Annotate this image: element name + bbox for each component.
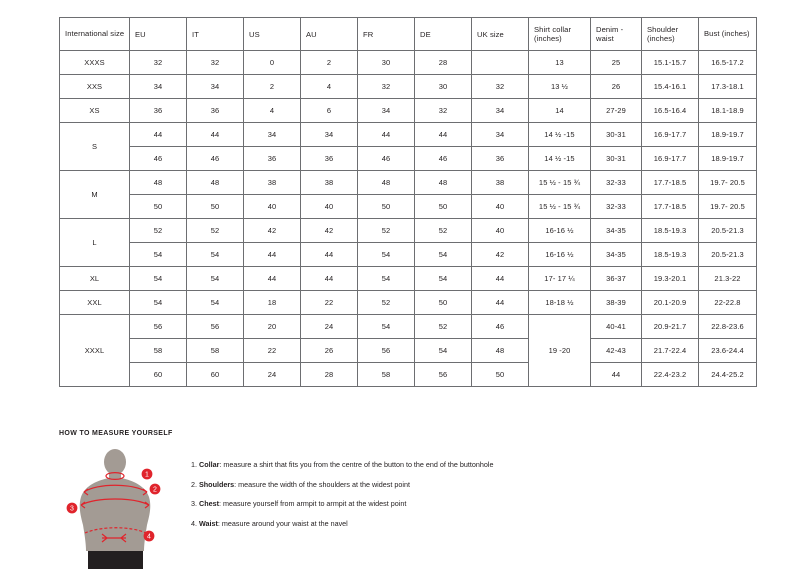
column-header-shoulder: Shoulder (inches) [642, 18, 699, 51]
cell-shoulder: 22.4-23.2 [642, 363, 699, 387]
cell-au: 40 [301, 195, 358, 219]
cell-us: 36 [244, 147, 301, 171]
cell-fr: 44 [358, 123, 415, 147]
cell-eu: 54 [130, 267, 187, 291]
cell-us: 38 [244, 171, 301, 195]
column-header-bust: Bust (inches) [699, 18, 757, 51]
measure-body [59, 445, 759, 565]
cell-au: 28 [301, 363, 358, 387]
cell-collar: 14 ½ -15 [529, 147, 591, 171]
table-row [60, 315, 757, 339]
cell-it: 54 [187, 267, 244, 291]
cell-denim: 30-31 [591, 147, 642, 171]
table-header [60, 18, 757, 51]
cell-fr: 54 [358, 315, 415, 339]
cell-fr: 32 [358, 75, 415, 99]
cell-fr: 30 [358, 51, 415, 75]
cell-shoulder: 17.7-18.5 [642, 195, 699, 219]
cell-uk: 42 [472, 243, 529, 267]
cell-de: 46 [415, 147, 472, 171]
cell-fr: 56 [358, 339, 415, 363]
cell-collar: 13 [529, 51, 591, 75]
cell-collar: 16-16 ½ [529, 219, 591, 243]
column-header-eu: EU [130, 18, 187, 51]
cell-us: 18 [244, 291, 301, 315]
cell-uk: 38 [472, 171, 529, 195]
table-row [60, 291, 757, 315]
cell-international-size: XXS [60, 75, 130, 99]
cell-de: 54 [415, 267, 472, 291]
cell-us: 44 [244, 267, 301, 291]
table-row [60, 99, 757, 123]
cell-eu: 50 [130, 195, 187, 219]
cell-au: 26 [301, 339, 358, 363]
cell-denim: 34-35 [591, 243, 642, 267]
cell-de: 44 [415, 123, 472, 147]
cell-uk: 34 [472, 123, 529, 147]
cell-it: 60 [187, 363, 244, 387]
instruction-item [191, 481, 493, 488]
cell-international-size: XXXS [60, 51, 130, 75]
cell-fr: 54 [358, 243, 415, 267]
cell-denim: 30-31 [591, 123, 642, 147]
instruction-number: 1. [191, 460, 197, 469]
cell-denim: 42-43 [591, 339, 642, 363]
torso-diagram [59, 445, 179, 565]
cell-collar: 15 ½ - 15 ¾ [529, 195, 591, 219]
cell-collar: 15 ½ - 15 ¾ [529, 171, 591, 195]
cell-uk: 50 [472, 363, 529, 387]
cell-au: 44 [301, 243, 358, 267]
table-row [60, 243, 757, 267]
cell-denim: 34-35 [591, 219, 642, 243]
cell-de: 48 [415, 171, 472, 195]
instruction-number: 3. [191, 499, 197, 509]
cell-eu: 48 [130, 171, 187, 195]
table-row [60, 219, 757, 243]
cell-shoulder: 18.5-19.3 [642, 219, 699, 243]
cell-denim: 38-39 [591, 291, 642, 315]
cell-it: 32 [187, 51, 244, 75]
cell-shoulder: 18.5-19.3 [642, 243, 699, 267]
cell-us: 42 [244, 219, 301, 243]
cell-bust: 16.5-17.2 [699, 51, 757, 75]
cell-denim: 25 [591, 51, 642, 75]
cell-fr: 54 [358, 267, 415, 291]
cell-eu: 52 [130, 219, 187, 243]
cell-it: 46 [187, 147, 244, 171]
column-header-uk-size: UK size [472, 18, 529, 51]
cell-au: 38 [301, 171, 358, 195]
cell-shoulder: 16.9-17.7 [642, 123, 699, 147]
instruction-item [191, 500, 493, 507]
instruction-number: 4. [191, 519, 197, 529]
column-header-shirt-collar: Shirt collar (inches) [529, 18, 591, 51]
cell-fr: 58 [358, 363, 415, 387]
cell-bust: 19.7- 20.5 [699, 195, 757, 219]
instruction-text: : measure a shirt that fits you from the centre of the button to the end of the buttonhole [219, 460, 494, 469]
cell-collar: 18-18 ½ [529, 291, 591, 315]
cell-bust: 22.8-23.6 [699, 315, 757, 339]
cell-it: 52 [187, 219, 244, 243]
cell-denim: 40-41 [591, 315, 642, 339]
cell-us: 34 [244, 123, 301, 147]
table-row [60, 75, 757, 99]
cell-us: 40 [244, 195, 301, 219]
instruction-text: : measure the width of the shoulders at the widest point [234, 479, 410, 489]
cell-it: 36 [187, 99, 244, 123]
column-header-fr: FR [358, 18, 415, 51]
cell-eu: 54 [130, 243, 187, 267]
instruction-text: : measure yourself from armpit to armpit at the widest point [218, 499, 407, 509]
cell-eu: 36 [130, 99, 187, 123]
cell-shoulder: 21.7-22.4 [642, 339, 699, 363]
cell-au: 24 [301, 315, 358, 339]
instruction-label: Collar [199, 460, 220, 469]
cell-bust: 24.4-25.2 [699, 363, 757, 387]
instruction-label: Shoulders [199, 479, 235, 489]
cell-au: 44 [301, 267, 358, 291]
table-row [60, 123, 757, 147]
cell-shoulder: 15.1-15.7 [642, 51, 699, 75]
cell-denim: 26 [591, 75, 642, 99]
cell-bust: 19.7- 20.5 [699, 171, 757, 195]
measure-instructions-list [191, 445, 493, 540]
cell-bust: 22-22.8 [699, 291, 757, 315]
cell-fr: 34 [358, 99, 415, 123]
cell-international-size: XL [60, 267, 130, 291]
cell-denim: 36-37 [591, 267, 642, 291]
size-chart-table [59, 17, 757, 387]
cell-bust: 20.5-21.3 [699, 219, 757, 243]
cell-it: 50 [187, 195, 244, 219]
cell-uk: 46 [472, 315, 529, 339]
marker-label-1: 1 [145, 471, 149, 479]
cell-bust: 18.1-18.9 [699, 99, 757, 123]
cell-collar: 14 ½ -15 [529, 123, 591, 147]
cell-bust: 18.9-19.7 [699, 123, 757, 147]
cell-international-size: XXL [60, 291, 130, 315]
table-row [60, 267, 757, 291]
column-header-denim-waist: Denim - waist [591, 18, 642, 51]
cell-au: 34 [301, 123, 358, 147]
table-row [60, 147, 757, 171]
cell-it: 54 [187, 291, 244, 315]
cell-fr: 52 [358, 219, 415, 243]
column-header-au: AU [301, 18, 358, 51]
cell-it: 44 [187, 123, 244, 147]
cell-shoulder: 16.9-17.7 [642, 147, 699, 171]
cell-uk [472, 51, 529, 75]
instruction-text: : measure around your waist at the navel [217, 519, 348, 529]
cell-us: 4 [244, 99, 301, 123]
cell-us: 24 [244, 363, 301, 387]
cell-bust: 21.3-22 [699, 267, 757, 291]
cell-us: 0 [244, 51, 301, 75]
column-header-international-size: International size [60, 18, 130, 51]
cell-shoulder: 17.7-18.5 [642, 171, 699, 195]
cell-eu: 32 [130, 51, 187, 75]
instruction-number: 2. [191, 479, 197, 489]
cell-denim: 32-33 [591, 195, 642, 219]
cell-shoulder: 20.9-21.7 [642, 315, 699, 339]
cell-fr: 50 [358, 195, 415, 219]
cell-de: 54 [415, 339, 472, 363]
cell-international-size: XXXL [60, 315, 130, 387]
cell-shoulder: 19.3-20.1 [642, 267, 699, 291]
cell-uk: 48 [472, 339, 529, 363]
cell-de: 50 [415, 291, 472, 315]
cell-de: 52 [415, 219, 472, 243]
cell-it: 56 [187, 315, 244, 339]
cell-eu: 60 [130, 363, 187, 387]
cell-international-size: XS [60, 99, 130, 123]
cell-de: 32 [415, 99, 472, 123]
instruction-item [191, 520, 493, 527]
marker-label-2: 2 [153, 486, 157, 494]
cell-de: 56 [415, 363, 472, 387]
cell-collar: 13 ½ [529, 75, 591, 99]
cell-de: 30 [415, 75, 472, 99]
cell-us: 44 [244, 243, 301, 267]
column-header-us: US [244, 18, 301, 51]
table-row [60, 363, 757, 387]
cell-us: 20 [244, 315, 301, 339]
measure-section-title: HOW TO MEASURE YOURSELF [59, 430, 173, 437]
instruction-label: Waist [199, 519, 218, 529]
cell-eu: 56 [130, 315, 187, 339]
cell-au: 2 [301, 51, 358, 75]
cell-shoulder: 20.1-20.9 [642, 291, 699, 315]
cell-uk: 44 [472, 267, 529, 291]
instruction-label: Chest [199, 499, 219, 509]
cell-eu: 54 [130, 291, 187, 315]
table-header-row [60, 18, 757, 51]
cell-eu: 46 [130, 147, 187, 171]
cell-it: 48 [187, 171, 244, 195]
cell-uk: 34 [472, 99, 529, 123]
table-row [60, 51, 757, 75]
cell-collar: 16-16 ½ [529, 243, 591, 267]
cell-eu: 58 [130, 339, 187, 363]
cell-au: 22 [301, 291, 358, 315]
marker-label-3: 3 [70, 505, 74, 513]
table-row [60, 171, 757, 195]
cell-fr: 46 [358, 147, 415, 171]
cell-shoulder: 15.4-16.1 [642, 75, 699, 99]
cell-it: 54 [187, 243, 244, 267]
cell-uk: 40 [472, 219, 529, 243]
column-header-it: IT [187, 18, 244, 51]
cell-fr: 52 [358, 291, 415, 315]
cell-collar: 14 [529, 99, 591, 123]
table-row [60, 339, 757, 363]
cell-uk: 36 [472, 147, 529, 171]
cell-au: 42 [301, 219, 358, 243]
cell-au: 4 [301, 75, 358, 99]
cell-de: 52 [415, 315, 472, 339]
how-to-measure-section [59, 430, 759, 565]
cell-eu: 34 [130, 75, 187, 99]
cell-eu: 44 [130, 123, 187, 147]
cell-bust: 17.3-18.1 [699, 75, 757, 99]
cell-us: 2 [244, 75, 301, 99]
table-body [60, 51, 757, 387]
cell-collar: 17- 17 ¼ [529, 267, 591, 291]
cell-denim: 44 [591, 363, 642, 387]
cell-it: 34 [187, 75, 244, 99]
cell-bust: 20.5-21.3 [699, 243, 757, 267]
cell-au: 6 [301, 99, 358, 123]
cell-it: 58 [187, 339, 244, 363]
cell-denim: 32-33 [591, 171, 642, 195]
cell-de: 50 [415, 195, 472, 219]
cell-us: 22 [244, 339, 301, 363]
table-row [60, 195, 757, 219]
cell-denim: 27-29 [591, 99, 642, 123]
cell-uk: 32 [472, 75, 529, 99]
cell-de: 28 [415, 51, 472, 75]
cell-fr: 48 [358, 171, 415, 195]
marker-label-4: 4 [147, 533, 151, 541]
cell-au: 36 [301, 147, 358, 171]
cell-collar: 19 -20 [529, 315, 591, 387]
column-header-de: DE [415, 18, 472, 51]
cell-international-size: M [60, 171, 130, 219]
cell-uk: 40 [472, 195, 529, 219]
cell-international-size: L [60, 219, 130, 267]
cell-uk: 44 [472, 291, 529, 315]
cell-bust: 23.6-24.4 [699, 339, 757, 363]
cell-shoulder: 16.5-16.4 [642, 99, 699, 123]
cell-bust: 18.9-19.7 [699, 147, 757, 171]
cell-international-size: S [60, 123, 130, 171]
instruction-item [191, 461, 493, 468]
torso-illustration-svg [59, 445, 179, 570]
cell-de: 54 [415, 243, 472, 267]
